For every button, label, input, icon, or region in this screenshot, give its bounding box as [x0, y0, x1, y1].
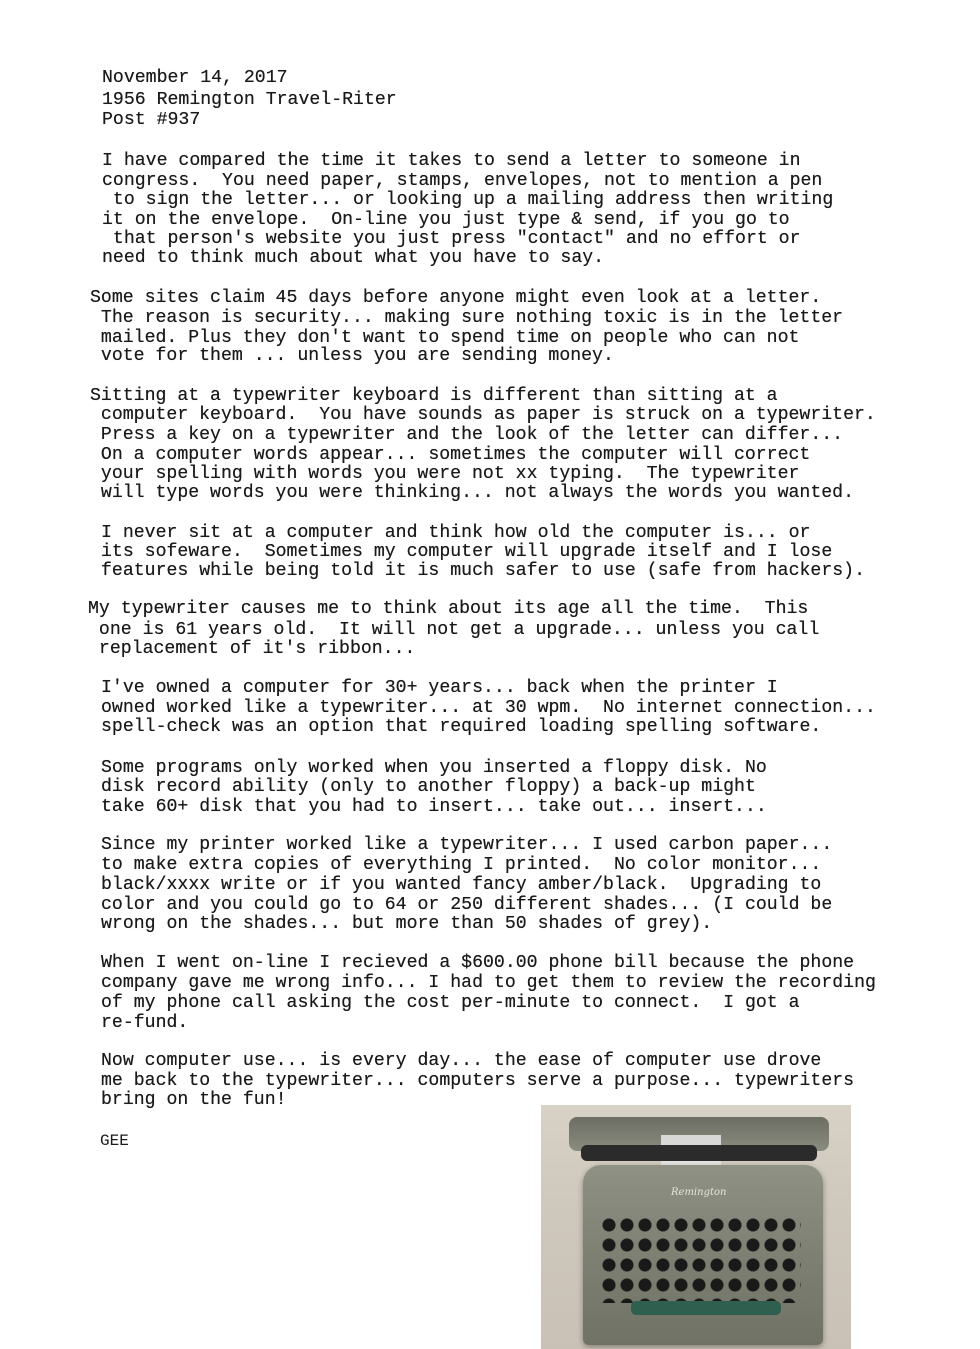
- platen-shape: [581, 1145, 817, 1161]
- paragraph-line: disk record ability (only to another floppy) a back-up might: [101, 777, 756, 797]
- paragraph-line: mailed. Plus they don't want to spend time on people who can not: [90, 328, 800, 348]
- paragraph-line: Some sites claim 45 days before anyone might even look at a letter.: [90, 288, 822, 308]
- paragraph-line: congress. You need paper, stamps, envelopes, not to mention a pen: [102, 171, 823, 191]
- paragraph-line: color and you could go to 64 or 250 different shades... (I could be: [101, 895, 833, 915]
- letter-post-number: Post #937: [102, 110, 201, 130]
- paragraph-line: black/xxxx write or if you wanted fancy amber/black. Upgrading to: [101, 875, 822, 895]
- paragraph-line: My typewriter causes me to think about its age all the time. This: [88, 599, 809, 619]
- paragraph-line: take 60+ disk that you had to insert... take out... insert...: [101, 797, 767, 817]
- paragraph-line: will type words you were thinking... not always the words you wanted.: [90, 483, 854, 503]
- paragraph-line: I never sit at a computer and think how old the computer is... or: [101, 523, 811, 543]
- space-bar-shape: [631, 1301, 781, 1315]
- paragraph-line: bring on the fun!: [101, 1090, 287, 1110]
- paragraph-line: Since my printer worked like a typewriter... I used carbon paper...: [101, 835, 833, 855]
- signature: GEE: [100, 1132, 129, 1150]
- letter-machine: 1956 Remington Travel-Riter: [102, 90, 397, 110]
- paragraph-line: of my phone call asking the cost per-minute to connect. I got a: [101, 993, 800, 1013]
- paragraph-line: its sofeware. Sometimes my computer will upgrade itself and I lose: [101, 542, 833, 562]
- paragraph-line: When I went on-line I recieved a $600.00 phone bill because the phone: [101, 953, 855, 973]
- paragraph-line: owned worked like a typewriter... at 30 wpm. No internet connection...: [101, 698, 876, 718]
- paragraph-line: wrong on the shades... but more than 50 shades of grey).: [101, 914, 713, 934]
- paragraph-line: re-fund.: [101, 1013, 189, 1033]
- paragraph-line: computer keyboard. You have sounds as paper is struck on a typewriter.: [90, 405, 876, 425]
- paragraph-line: Now computer use... is every day... the ease of computer use drove: [101, 1051, 822, 1071]
- paragraph-line: to make extra copies of everything I printed. No color monitor...: [101, 855, 822, 875]
- typewriter-photo: [541, 1105, 851, 1349]
- paragraph-line: features while being told it is much safer to use (safe from hackers).: [101, 561, 865, 581]
- paragraph-line: to sign the letter... or looking up a mailing address then writing: [102, 190, 834, 210]
- paragraph-line: spell-check was an option that required loading spelling software.: [101, 717, 822, 737]
- paragraph-line: I've owned a computer for 30+ years... back when the printer I: [101, 678, 778, 698]
- paragraph-line: company gave me wrong info... I had to get them to review the recording: [101, 973, 876, 993]
- paragraph-line: replacement of it's ribbon...: [88, 639, 416, 659]
- paragraph-line: Some programs only worked when you inserted a floppy disk. No: [101, 758, 767, 778]
- paragraph-line: your spelling with words you were not xx typing. The typewriter: [90, 464, 800, 484]
- keyboard-keys-shape: [601, 1217, 801, 1303]
- paragraph-line: The reason is security... making sure nothing toxic is in the letter: [90, 308, 844, 328]
- paragraph-line: one is 61 years old. It will not get a upgrade... unless you call: [88, 620, 820, 640]
- letter-date: November 14, 2017: [102, 68, 288, 88]
- paragraph-line: that person's website you just press "contact" and no effort or: [102, 229, 801, 249]
- paragraph-line: me back to the typewriter... computers serve a purpose... typewriters: [101, 1071, 855, 1091]
- paragraph-line: need to think much about what you have to say.: [102, 248, 605, 268]
- paragraph-line: On a computer words appear... sometimes the computer will correct: [90, 445, 811, 465]
- brand-label: Remington: [671, 1187, 727, 1198]
- paragraph-line: Press a key on a typewriter and the look of the letter can differ...: [90, 425, 844, 445]
- paragraph-line: I have compared the time it takes to send a letter to someone in: [102, 151, 801, 171]
- paragraph-line: Sitting at a typewriter keyboard is different than sitting at a: [90, 386, 778, 406]
- paragraph-line: it on the envelope. On-line you just type & send, if you go to: [102, 210, 790, 230]
- paragraph-line: vote for them ... unless you are sending money.: [90, 346, 614, 366]
